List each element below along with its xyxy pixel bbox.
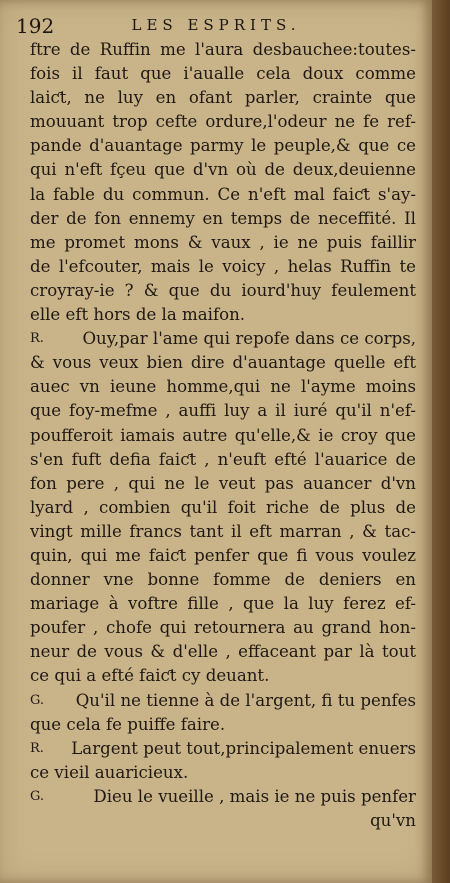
line-text: Largent peut tout,principalement enuers xyxy=(71,738,416,758)
text-line: der de fon ennemy en temps de neceffité. Il xyxy=(30,208,416,228)
text-line: pande d'auantage parmy le peuple,& que ce xyxy=(30,136,416,156)
speaker-mark: G. xyxy=(30,788,45,804)
text-line: qui n'eft fçeu que d'vn où de deux,deuienne xyxy=(30,160,416,180)
text-line: ce qui a efté faiƈt cy deuant. xyxy=(30,666,270,686)
speaker-mark: R. xyxy=(30,331,44,347)
text-line: laiƈt, ne luy en ofant parler, crainte que xyxy=(30,88,416,108)
dialogue-line xyxy=(30,785,416,809)
dialogue-line xyxy=(30,737,416,761)
book-edge xyxy=(432,0,450,883)
speaker-mark: G. xyxy=(30,692,45,708)
text-line: quin, qui me faiƈt penfer que fi vous voulez xyxy=(30,545,416,565)
text-line: de l'efcouter, mais le voicy , helas Ruffin te xyxy=(30,256,416,276)
text-line: mouuant trop cefte ordure,l'odeur ne fe ref- xyxy=(30,112,416,132)
page-header xyxy=(16,14,416,40)
body-text xyxy=(30,38,416,833)
text-line: poufferoit iamais autre qu'elle,& ie croy que xyxy=(30,425,416,445)
text-line: que cela fe puiffe faire. xyxy=(30,714,226,734)
text-line: fois il faut que i'aualle cela doux comme xyxy=(30,64,416,84)
line-text: Ouy,par l'ame qui repofe dans ce corps, xyxy=(82,329,416,349)
running-title: LES ESPRITS. xyxy=(131,16,301,34)
text-line: lyard , combien qu'il foit riche de plus de xyxy=(30,497,416,517)
text-line: me promet mons & vaux , ie ne puis faillir xyxy=(30,232,416,252)
text-line: fon pere , qui ne le veut pas auancer d'vn xyxy=(30,473,416,493)
text-line: & vous veux bien dire d'auantage quelle eft xyxy=(30,353,416,373)
text-line: la fable du commun. Ce n'eft mal faiƈt s'ay- xyxy=(30,184,416,204)
catchword: qu'vn xyxy=(370,811,416,830)
text-line: mariage à voftre fille , que la luy ferez ef- xyxy=(30,594,416,614)
text-line: vingt mille francs tant il eft marran , & tac- xyxy=(30,521,416,541)
speaker-mark: R. xyxy=(30,740,44,756)
dialogue-line xyxy=(30,689,416,713)
text-line: neur de vous & d'elle , effaceant par là tout xyxy=(30,642,416,662)
text-line: ftre de Ruffin me l'aura desbauchee:toutes- xyxy=(30,40,416,59)
text-line: ce vieil auaricieux. xyxy=(30,762,189,782)
text-line: donner vne bonne fomme de deniers en xyxy=(30,570,416,590)
page-number: 192 xyxy=(16,14,55,38)
text-line: s'en fuft defia faiƈt , n'euft efté l'auarice de xyxy=(30,449,416,469)
text-line: elle eft hors de la maifon. xyxy=(30,305,246,325)
line-text: Qu'il ne tienne à de l'argent, fi tu penfes xyxy=(75,690,416,710)
text-line: que foy-mefme , auffi luy a il iuré qu'il n'ef- xyxy=(30,401,416,421)
text-line: croyray-ie ? & que du iourd'huy feulement xyxy=(30,280,416,300)
text-line: poufer , chofe qui retournera au grand hon- xyxy=(30,618,416,638)
line-text: Dieu le vueille , mais ie ne puis penfer xyxy=(93,786,416,806)
text-line: auec vn ieune homme,qui ne l'ayme moins xyxy=(30,377,416,397)
dialogue-line xyxy=(30,327,416,351)
